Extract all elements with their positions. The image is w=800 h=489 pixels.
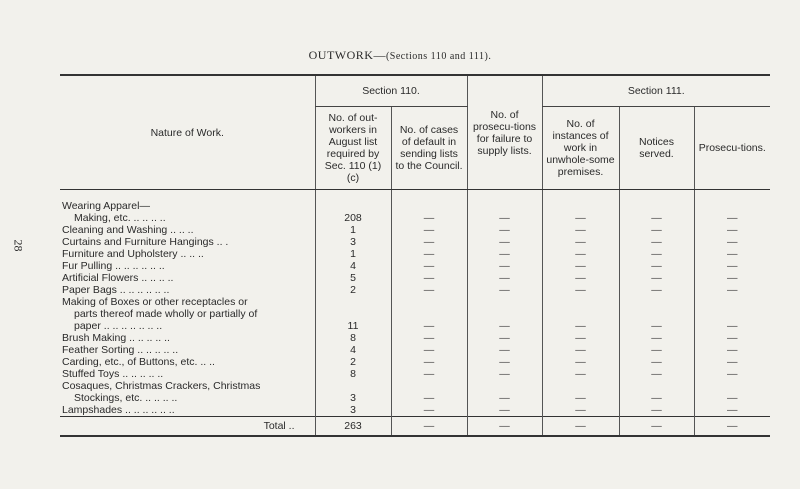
row-nature-of-work: Furniture and Upholstery .. .. ..	[62, 248, 204, 260]
row-nature-of-work: Stockings, etc. .. .. .. ..	[74, 392, 178, 404]
dash-cell: —	[619, 368, 694, 380]
dash-cell: —	[391, 392, 467, 404]
dash-cell	[619, 296, 694, 308]
dash-cell: —	[542, 392, 619, 404]
row-outworkers-count: 11	[315, 320, 391, 332]
dash-cell	[619, 380, 694, 392]
dash-cell: —	[542, 368, 619, 380]
row-outworkers-count: 5	[315, 272, 391, 284]
row-nature-of-work: Carding, etc., of Buttons, etc. .. ..	[62, 356, 215, 368]
table-row	[60, 404, 770, 417]
row-nature-of-work: Stuffed Toys .. .. .. .. ..	[62, 368, 164, 380]
dash-cell: —	[391, 320, 467, 332]
dash-cell	[619, 200, 694, 212]
row-outworkers-count: 8	[315, 332, 391, 344]
dash-cell: —	[467, 368, 542, 380]
dash-cell	[542, 308, 619, 320]
dash-cell	[694, 296, 770, 308]
row-nature-of-work: Fur Pulling .. .. .. .. .. ..	[62, 260, 165, 272]
dash-cell: —	[619, 320, 694, 332]
dash-cell: —	[467, 404, 542, 417]
dash-cell: —	[467, 236, 542, 248]
dash-cell	[694, 200, 770, 212]
dash-cell: —	[694, 248, 770, 260]
header-prosecutions-failure: No. of prosecu-tions for failure to supply lists.	[467, 75, 542, 190]
dash-cell: —	[391, 368, 467, 380]
row-nature-of-work: Making, etc. .. .. .. ..	[74, 212, 166, 224]
dash-cell: —	[694, 212, 770, 224]
dash-cell: —	[467, 392, 542, 404]
table-row	[60, 212, 770, 224]
dash-cell: —	[467, 272, 542, 284]
header-section-111: Section 111.	[542, 75, 770, 107]
row-nature-of-work: Feather Sorting .. .. .. .. ..	[62, 344, 179, 356]
dash-cell: —	[391, 260, 467, 272]
header-unwholesome: No. of instances of work in unwhole-some premises.	[542, 107, 619, 190]
dash-cell: —	[694, 272, 770, 284]
row-outworkers-count: 2	[315, 284, 391, 296]
dash-cell	[391, 200, 467, 212]
dash-cell: —	[391, 284, 467, 296]
dash-cell: —	[391, 224, 467, 236]
dash-cell: —	[542, 272, 619, 284]
row-nature-of-work: Artificial Flowers .. .. .. ..	[62, 272, 174, 284]
row-nature-of-work: Cleaning and Washing .. .. ..	[62, 224, 194, 236]
dash-cell: —	[542, 284, 619, 296]
dash-cell: —	[619, 272, 694, 284]
table-row	[60, 260, 770, 272]
dash-cell: —	[619, 236, 694, 248]
table-row	[60, 272, 770, 284]
table-row	[60, 368, 770, 380]
dash-cell: —	[619, 224, 694, 236]
row-outworkers-count: 4	[315, 260, 391, 272]
dash-cell: —	[467, 260, 542, 272]
dash-cell: —	[542, 248, 619, 260]
dash-cell	[391, 308, 467, 320]
row-nature-of-work: Curtains and Furniture Hangings .. .	[62, 236, 229, 248]
total-value: 263	[315, 417, 391, 437]
dash-cell	[391, 296, 467, 308]
dash-cell: —	[391, 212, 467, 224]
dash-cell: —	[391, 356, 467, 368]
page-title	[0, 48, 800, 63]
row-nature-of-work: parts thereof made wholly or partially of	[74, 308, 258, 320]
dash-cell: —	[542, 332, 619, 344]
table-row	[60, 332, 770, 344]
row-nature-of-work: Paper Bags .. .. .. .. .. ..	[62, 284, 170, 296]
dash-cell	[391, 380, 467, 392]
dash-cell	[467, 380, 542, 392]
header-nature-of-work: Nature of Work.	[60, 75, 315, 190]
dash-cell: —	[542, 344, 619, 356]
table-row	[60, 380, 770, 392]
row-nature-of-work: paper .. .. .. .. .. .. ..	[74, 320, 163, 332]
row-nature-of-work: Lampshades .. .. .. .. .. ..	[62, 404, 175, 416]
dash-cell: —	[391, 236, 467, 248]
dash-cell: —	[694, 320, 770, 332]
dash-cell: —	[694, 344, 770, 356]
row-outworkers-count: 1	[315, 224, 391, 236]
dash-cell: —	[467, 332, 542, 344]
table-row	[60, 344, 770, 356]
dash-cell: —	[542, 404, 619, 417]
row-outworkers-count	[315, 308, 391, 320]
table-row	[60, 284, 770, 296]
dash-cell: —	[619, 260, 694, 272]
dash-cell: —	[391, 248, 467, 260]
table-body	[60, 190, 770, 417]
spacer-row	[60, 190, 770, 201]
dash-cell: —	[619, 404, 694, 417]
row-outworkers-count: 4	[315, 344, 391, 356]
row-nature-of-work: Wearing Apparel—	[62, 200, 150, 212]
dash-cell: —	[694, 284, 770, 296]
dash-cell: —	[391, 272, 467, 284]
table-row	[60, 236, 770, 248]
dash-cell: —	[694, 236, 770, 248]
dash-cell	[694, 308, 770, 320]
row-nature-of-work: Making of Boxes or other receptacles or	[62, 296, 248, 308]
dash-cell: —	[467, 320, 542, 332]
dash-cell: —	[542, 356, 619, 368]
dash-cell: —	[542, 212, 619, 224]
dash-cell	[694, 380, 770, 392]
table-row	[60, 320, 770, 332]
dash-cell: —	[694, 392, 770, 404]
total-row	[60, 417, 770, 437]
dash-cell: —	[619, 344, 694, 356]
dash-cell	[467, 296, 542, 308]
row-outworkers-count: 208	[315, 212, 391, 224]
dash-cell: —	[467, 248, 542, 260]
title-sub: (Sections 110 and 111).	[385, 51, 492, 62]
dash-cell	[542, 296, 619, 308]
table-row	[60, 356, 770, 368]
table-row	[60, 308, 770, 320]
dash-cell: —	[619, 248, 694, 260]
dash-cell: —	[391, 332, 467, 344]
dash-cell: —	[542, 224, 619, 236]
row-nature-of-work: Cosaques, Christmas Crackers, Christmas	[62, 380, 261, 392]
total-label: Total ..	[60, 417, 315, 437]
row-outworkers-count	[315, 380, 391, 392]
dash-cell: —	[542, 260, 619, 272]
dash-cell	[619, 308, 694, 320]
dash-cell	[542, 380, 619, 392]
row-outworkers-count: 8	[315, 368, 391, 380]
dash-cell: —	[467, 417, 542, 437]
page-number: 28	[11, 239, 26, 252]
dash-cell: —	[694, 356, 770, 368]
table-row	[60, 224, 770, 236]
title-main: OUTWORK—	[308, 48, 386, 62]
dash-cell: —	[467, 284, 542, 296]
dash-cell: —	[694, 404, 770, 417]
dash-cell	[467, 308, 542, 320]
dash-cell: —	[542, 236, 619, 248]
dash-cell: —	[619, 417, 694, 437]
table-row	[60, 248, 770, 260]
row-nature-of-work: Brush Making .. .. .. .. ..	[62, 332, 170, 344]
header-notices: Notices served.	[619, 107, 694, 190]
dash-cell: —	[467, 344, 542, 356]
dash-cell: —	[467, 356, 542, 368]
dash-cell: —	[694, 368, 770, 380]
table-row	[60, 200, 770, 212]
table-row	[60, 296, 770, 308]
dash-cell: —	[619, 284, 694, 296]
row-outworkers-count	[315, 296, 391, 308]
header-section-110: Section 110.	[315, 75, 467, 107]
dash-cell: —	[619, 392, 694, 404]
row-outworkers-count: 3	[315, 236, 391, 248]
header-prosecutions: Prosecu-tions.	[694, 107, 770, 190]
dash-cell: —	[391, 344, 467, 356]
row-outworkers-count: 2	[315, 356, 391, 368]
dash-cell: —	[391, 404, 467, 417]
dash-cell: —	[694, 332, 770, 344]
row-outworkers-count	[315, 200, 391, 212]
table-row	[60, 392, 770, 404]
row-outworkers-count: 3	[315, 404, 391, 417]
dash-cell: —	[467, 212, 542, 224]
row-outworkers-count: 3	[315, 392, 391, 404]
dash-cell: —	[542, 417, 619, 437]
dash-cell: —	[391, 417, 467, 437]
dash-cell	[542, 200, 619, 212]
row-outworkers-count: 1	[315, 248, 391, 260]
header-outworkers: No. of out-workers in August list required by Sec. 110 (1) (c)	[315, 107, 391, 190]
header-default: No. of cases of default in sending lists to the Council.	[391, 107, 467, 190]
dash-cell	[467, 200, 542, 212]
dash-cell: —	[694, 224, 770, 236]
dash-cell: —	[619, 212, 694, 224]
dash-cell: —	[619, 332, 694, 344]
dash-cell: —	[694, 417, 770, 437]
dash-cell: —	[694, 260, 770, 272]
outwork-table	[60, 74, 770, 437]
dash-cell: —	[619, 356, 694, 368]
dash-cell: —	[542, 320, 619, 332]
dash-cell: —	[467, 224, 542, 236]
